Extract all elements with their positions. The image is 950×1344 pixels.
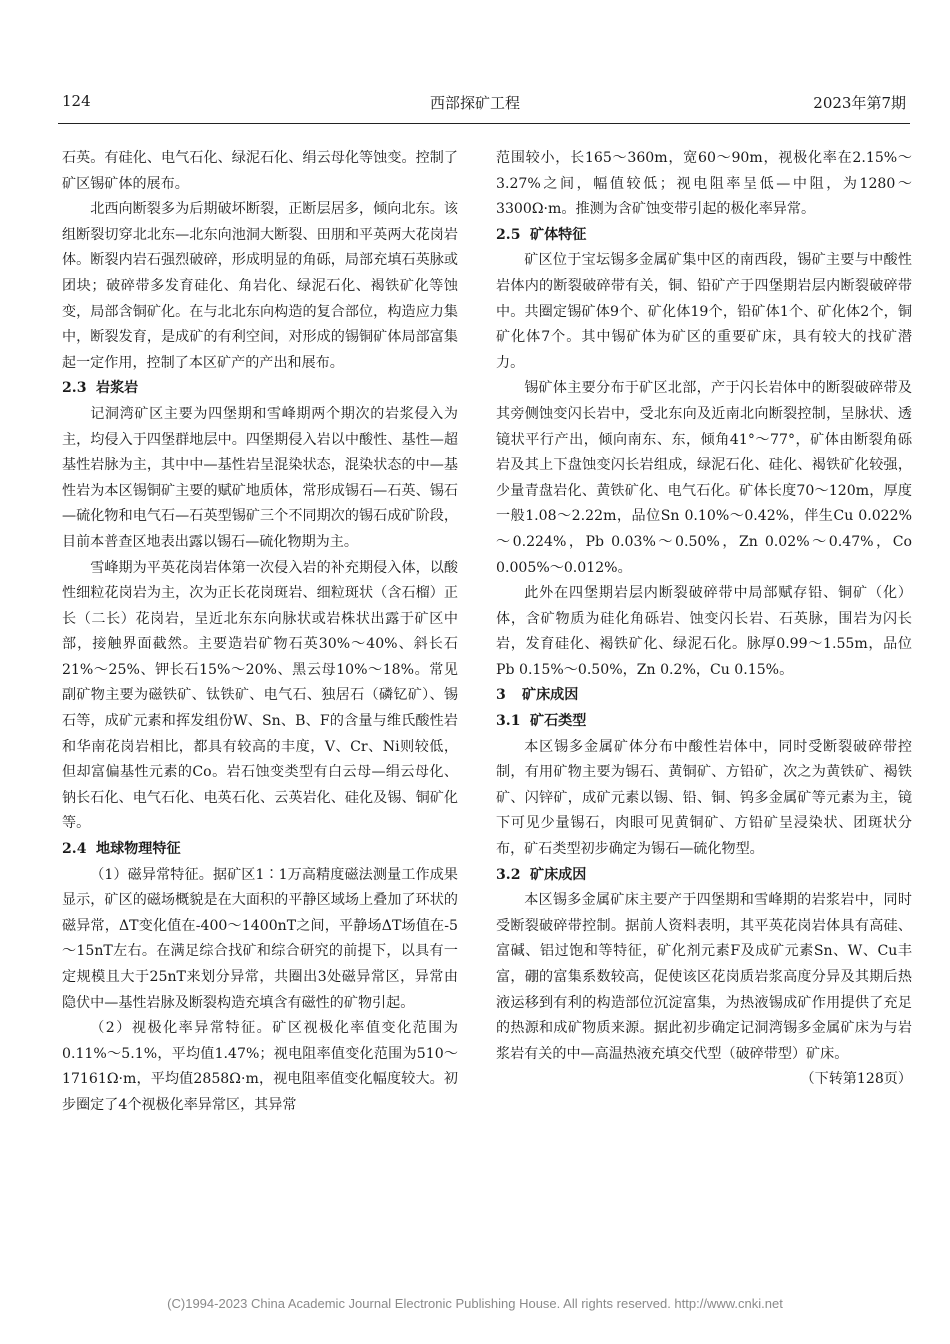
section-number: 2.4 (62, 841, 87, 858)
section-heading (496, 223, 912, 249)
section-heading (496, 709, 912, 735)
paragraph: 记洞湾矿区主要为四堡期和雪峰期两个期次的岩浆侵入为主，均侵入于四堡群地层中。四堡期侵入岩以中酸性、基性—超基性岩脉为主，其中中—基性岩呈混染状态，混染状态的中—基性岩为本区锡铜矿主要的赋矿地质体，常形成锡石—石英、锡石—硫化物和电气石—石英型锡矿三个不同期次的锡石成矿阶段，目前本普查区地表出露以锡石—硫化物期为主。 (62, 405, 458, 550)
paragraph: 本区锡多金属矿体分布中酸性岩体中，同时受断裂破碎带控制，有用矿物主要为锡石、黄铜矿、方铅矿，次之为黄铁矿、褐铁矿、闪锌矿，成矿元素以锡、铅、铜、钨多金属矿等元素为主，镜下可见少量锡石，肉眼可见黄铜矿、方铅矿呈浸染状、团斑状分布，矿石类型初步确定为锡石—硫化物型。 (496, 738, 912, 858)
issue-label: 2023年第7期 (813, 94, 906, 112)
section-number: 3.1 (496, 713, 521, 730)
section-number: 3.2 (496, 866, 521, 883)
paragraph: 本区锡多金属矿床主要产于四堡期和雪峰期的岩浆岩中，同时受断裂破碎带控制。据前人资料表明，其平英花岗岩体具有高硅、富碱、铝过饱和等特征，矿化剂元素F及成矿元素Sn、W、Cu丰富，硼的富集系数较高，促使该区花岗质岩浆高度分异及其期后热液运移到有利的构造部位沉淀富集，为热液锡成矿作用提供了充足的热源和成矿物质来源。据此初步确定记洞湾锡多金属矿床为与岩浆岩有关的中—高温热液充填交代型（破碎带型）矿床。 （下转第128页） (496, 888, 912, 1067)
paragraph: 矿区位于宝坛锡多金属矿集中区的南西段，锡矿主要与中酸性岩体内的断裂破碎带有关，铜、铅矿产于四堡期岩层内断裂破碎带中。共圈定锡矿体9个、矿化体19个，铅矿体1个、矿化体2个，铜矿化体7个。其中锡矿体为矿区的重要矿床，具有较大的找矿潜力。 (496, 252, 912, 371)
paragraph: 此外在四堡期岩层内断裂破碎带中局部赋存铅、铜矿（化）体，含矿物质为硅化角砾岩、蚀变闪长岩、石英脉，围岩为闪长岩，发育硅化、褐铁矿化、绿泥石化。脉厚0.99～1.55m，品位Pb 0.15%～0.50%，Zn 0.2%，Cu 0.15%。 (496, 585, 912, 678)
section-heading (62, 837, 458, 863)
continuation-note: （下转第128页） (800, 1071, 912, 1088)
paragraph: 石英。有硅化、电气石化、绿泥石化、绢云母化等蚀变。控制了矿区锡矿体的展布。 (62, 150, 458, 192)
section-heading (496, 683, 912, 709)
section-number: 2.3 (62, 380, 87, 397)
left-column (62, 146, 458, 1119)
page-number: 124 (62, 92, 91, 110)
paragraph: 北西向断裂多为后期破坏断裂，正断层居多，倾向北东。该组断裂切穿北北东—北东向池洞大断裂、田朋和平英两大花岗岩体。断裂内岩石强烈破碎，形成明显的角砾，局部充填石英脉或团块；破碎带多发育硅化、角岩化、绿泥石化、褐铁矿化等蚀变，局部含铜矿化。在与北北东向构造的复合部位，构造应力集中，断裂发育，是成矿的有利空间，对形成的锡铜矿体局部富集起一定作用，控制了本区矿产的产出和展布。 (62, 201, 458, 371)
section-number: 3 (496, 687, 506, 704)
header-rule (58, 123, 910, 124)
section-title: 矿体特征 (530, 226, 587, 243)
journal-title: 西部探矿工程 (429, 94, 520, 112)
copyright-footer: (C)1994-2023 China Academic Journal Electronic Publishing House. All rights reserved. http://www.cnki.net (167, 1296, 783, 1311)
paragraph: 雪峰期为平英花岗岩体第一次侵入岩的补充期侵入体，以酸性细粒花岗岩为主，次为正长花岗斑岩、细粒斑状（含石榴）正长（二长）花岗岩，呈近北东东向脉状或岩株状出露于矿区中部，接触界面截然。主要造岩矿物石英30%～40%、斜长石21%～25%、钾长石15%～20%、黑云母10%～18%。常见副矿物主要为磁铁矿、钛铁矿、电气石、独居石（磷钇矿）、锡石等，成矿元素和挥发组份W、Sn、B、F的含量与维氏酸性岩和华南花岗岩相比，都具有较高的丰度，V、Cr、Ni则较低，但却富偏基性元素的Co。岩石蚀变类型有白云母—绢云母化、钠长石化、电气石化、电英石化、云英岩化、硅化及锡、铜矿化等。 (62, 559, 458, 832)
paragraph: （2）视极化率异常特征。矿区视极化率值变化范围为0.11%～5.1%，平均值1.47%；视电阻率值变化范围为510～17161Ω·m，平均值2858Ω·m，视电阻率值变化幅度较大。初步圈定了4个视极化率异常区，其异常 (62, 1020, 458, 1113)
paragraph: 锡矿体主要分布于矿区北部，产于闪长岩体中的断裂破碎带及其旁侧蚀变闪长岩中，受北东向及近南北向断裂控制，呈脉状、透镜状平行产出，倾向南东、东，倾角41°～77°，矿体由断裂角砾岩及其上下盘蚀变闪长岩组成，绿泥石化、硅化、褐铁矿化较强，少量青盘岩化、黄铁矿化、电气石化。矿体长度70～120m，厚度一般1.08～2.22m，品位Sn 0.10%～0.42%，伴生Cu 0.022%～0.224%，Pb 0.03%～0.50%，Zn 0.02%～0.47%，Co 0.005%～0.012%。 (496, 380, 912, 576)
paragraph: （1）磁异常特征。据矿区1∶1万高精度磁法测量工作成果显示，矿区的磁场概貌是在大面积的平静区域场上叠加了环状的磁异常，ΔT变化值在-400～1400nT之间，平静场ΔT场值在-5～15nT左右。在满足综合找矿和综合研究的前提下，以具有一定规模且大于25nT来划分异常，共圈出3处磁异常区，异常由隐伏中—基性岩脉及断裂构造充填含有磁性的矿物引起。 (62, 866, 458, 1011)
section-heading (496, 863, 912, 889)
section-heading (62, 376, 458, 402)
right-column (496, 146, 912, 1093)
paragraph: 范围较小，长165～360m，宽60～90m，视极化率在2.15%～3.27%之间，幅值较低；视电阻率呈低—中阻，为1280～3300Ω·m。推测为含矿蚀变带引起的极化率异常。 (496, 150, 912, 218)
section-title: 矿石类型 (530, 713, 587, 730)
section-title: 矿床成因 (522, 687, 579, 704)
section-title: 地球物理特征 (96, 841, 181, 858)
section-number: 2.5 (496, 226, 521, 243)
section-title: 矿床成因 (530, 866, 587, 883)
section-title: 岩浆岩 (96, 380, 139, 397)
